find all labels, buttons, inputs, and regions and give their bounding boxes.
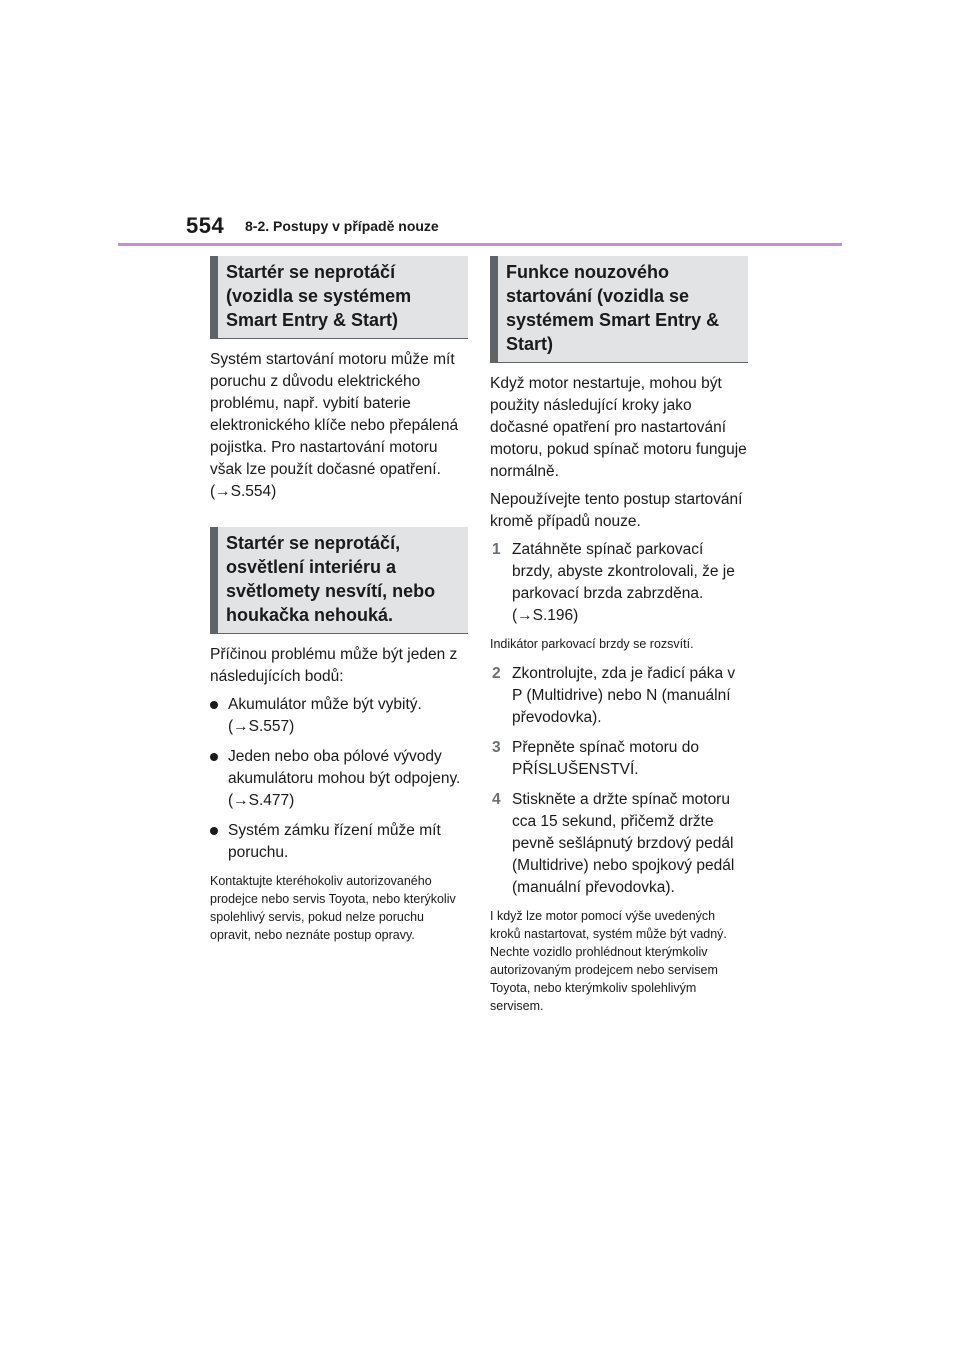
- section-title-emergency-start: Funkce nouzového startování (vozidla se systémem Smart Entry & Start): [490, 256, 748, 363]
- page-number: 554: [186, 213, 225, 238]
- step-number: 2: [492, 665, 501, 682]
- left-column: [210, 256, 468, 954]
- list-item-text: Jeden nebo oba pólové vývody akumulátoru mohou být odpojeny.: [228, 748, 461, 787]
- step-number: 4: [492, 791, 501, 808]
- list-item: [210, 746, 468, 812]
- section-intro: Když motor nestartuje, mohou být použity následující kroky jako dočasné opatření pro nastartování motoru, pokud spínač motoru funguje normálně.: [490, 375, 747, 480]
- page-header: [0, 0, 960, 248]
- header-rule: [118, 243, 842, 246]
- section-title-starter-no-lights: Startér se neprotáčí, osvětlení interiéru a světlomety nesvítí, nebo houkačka nehouká.: [210, 527, 468, 634]
- bullet-icon: [210, 827, 218, 835]
- step-text: Zkontrolujte, zda je řadicí páka v P (Multidrive) nebo N (manuální převodovka).: [512, 665, 736, 726]
- page-reference-link[interactable]: (→S.477): [228, 792, 295, 809]
- step-item: [490, 737, 748, 781]
- step-item: [490, 789, 748, 899]
- step-number: 1: [492, 541, 501, 558]
- step-item: [490, 663, 748, 729]
- service-note: Kontaktujte kteréhokoliv autorizovaného prodejce nebo servis Toyota, nebo kterýkoliv spolehlivý servis, pokud nelze poruchu opravit, nebo neznáte postup opravy.: [210, 874, 456, 942]
- bullet-icon: [210, 753, 218, 761]
- right-column: [490, 256, 748, 1025]
- bullet-icon: [210, 701, 218, 709]
- step-text: Stiskněte a držte spínač motoru cca 15 sekund, přičemž držte pevně sešlápnutý brzdový pedál (Multidrive) nebo spojkový pedál (manuální převodovka).: [512, 791, 735, 896]
- page-reference-link[interactable]: (→S.557): [228, 718, 295, 735]
- step-text: Zatáhněte spínač parkovací brzdy, abyste zkontrolovali, že je parkovací brzda zabrzděna.: [512, 541, 735, 602]
- chapter-title: 8-2. Postupy v případě nouze: [245, 218, 439, 234]
- list-item-text: Akumulátor může být vybitý.: [228, 696, 422, 713]
- section-warning: Nepoužívejte tento postup startování kromě případů nouze.: [490, 491, 743, 530]
- step-note: Indikátor parkovací brzdy se rozsvítí.: [490, 637, 694, 651]
- list-item: [210, 820, 468, 864]
- page-reference-link[interactable]: (→S.554): [210, 483, 277, 500]
- final-note: I když lze motor pomocí výše uvedených kroků nastartovat, systém může být vadný. Nechte vozidlo prohlédnout kterýmkoliv autorizovaným prodejcem nebo servisem Toyota, nebo kterýmkoliv spolehlivým servisem.: [490, 909, 727, 1013]
- step-text: Přepněte spínač motoru do PŘÍSLUŠENSTVÍ.: [512, 739, 699, 778]
- section-intro: Příčinou problému může být jeden z následujících bodů:: [210, 646, 458, 685]
- step-number: 3: [492, 739, 501, 756]
- step-item: [490, 539, 748, 627]
- section-title-starter-smart-entry: Startér se neprotáčí (vozidla se systémem Smart Entry & Start): [210, 256, 468, 339]
- section-body: [210, 349, 468, 503]
- list-item: [210, 694, 468, 738]
- page-reference-link[interactable]: (→S.196): [512, 607, 579, 624]
- body-text: Systém startování motoru může mít poruchu z důvodu elektrického problému, např. vybití baterie elektronického klíče nebo přepálená pojistka. Pro nastartování motoru však lze použít dočasné opatření.: [210, 351, 459, 478]
- list-item-text: Systém zámku řízení může mít poruchu.: [228, 822, 441, 861]
